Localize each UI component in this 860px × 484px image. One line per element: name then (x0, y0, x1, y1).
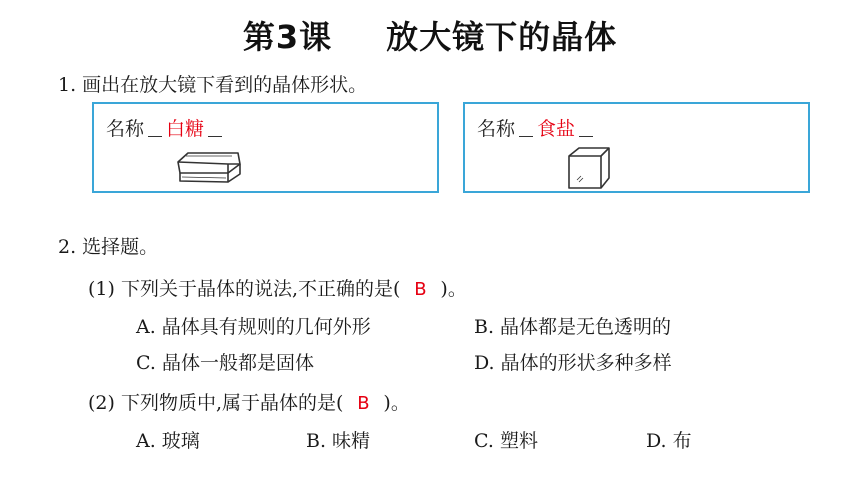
question-2-1-option-d: D. 晶体的形状多种多样 (474, 352, 672, 374)
answer-box-1 (92, 102, 439, 193)
sugar-crystal-sketch-icon (172, 148, 246, 188)
question-2-2-option-b: B. 味精 (306, 430, 371, 452)
question-2-1-answer: B (414, 279, 427, 300)
answer-box-1-answer: 白糖 (166, 118, 205, 140)
answer-box-1-label: 名称 白糖 (106, 114, 226, 141)
answer-box-2-answer: 食盐 (537, 118, 576, 140)
question-2-2-option-c: C. 塑料 (474, 430, 538, 452)
lesson-number: 第3课 (242, 18, 333, 56)
lesson-name: 放大镜下的晶体 (386, 18, 618, 56)
question-2-prompt: 2. 选择题。 (58, 236, 159, 258)
salt-cube-sketch-icon (565, 144, 613, 192)
question-2-1-option-a: A. 晶体具有规则的几何外形 (136, 316, 371, 338)
page-title (0, 12, 860, 58)
question-2-1-option-b: B. 晶体都是无色透明的 (474, 316, 672, 338)
question-2-2-answer: B (357, 393, 370, 414)
question-2-2-option-a: A. 玻璃 (136, 430, 200, 452)
question-1-prompt: 1. 画出在放大镜下看到的晶体形状。 (58, 74, 368, 96)
answer-box-2-label: 名称 食盐 (477, 114, 597, 141)
answer-box-2 (463, 102, 810, 193)
question-2-1-stem: (1) 下列关于晶体的说法,不正确的是( B )。 (88, 278, 467, 300)
question-2-2-option-d: D. 布 (646, 430, 692, 452)
question-2-1-option-c: C. 晶体一般都是固体 (136, 352, 314, 374)
question-2-2-stem: (2) 下列物质中,属于晶体的是( B )。 (88, 392, 410, 414)
